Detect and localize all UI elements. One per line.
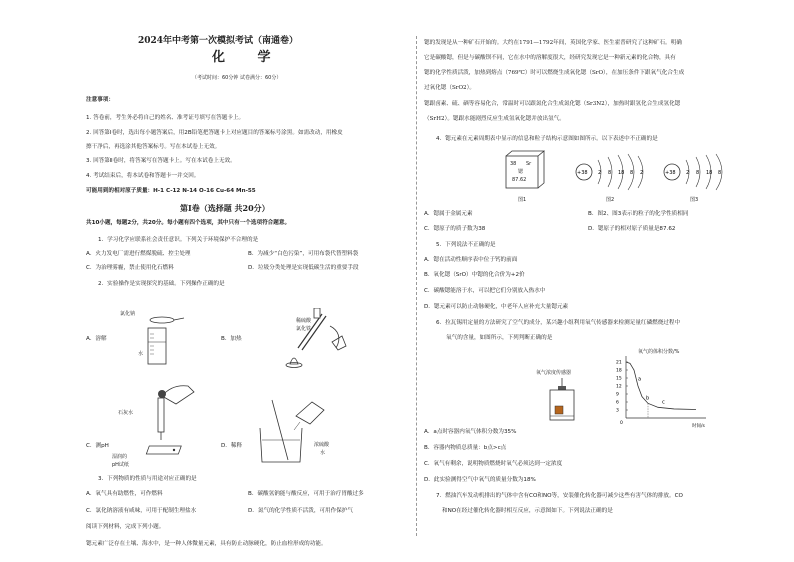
q3-option-d: D．氮气的化学性质不活泼，可用作保护气: [248, 508, 353, 514]
note-3: 3. 回答第Ⅱ卷时，将答案写在答题卡上。写在本试卷上无效。: [86, 158, 236, 164]
exam-info: （考试时间：60分钟 试卷满分：60分）: [192, 75, 282, 81]
q3-option-a: A．氧气具有助燃性，可作燃料: [86, 491, 163, 497]
q4-option-d: D．锶原子的相对原子质量是87.62: [588, 226, 676, 232]
atom-structure-fig3: [660, 152, 734, 194]
note-4: 4. 考试结束后，将本试卷和答题卡一并交回。: [86, 173, 200, 179]
origin-label: 0: [620, 421, 623, 426]
q1-option-d: D．垃圾分类处理是实现低碳生活的重要手段: [248, 265, 359, 271]
cell-mass: 87.62: [512, 177, 527, 183]
y-tick-label: 18: [616, 368, 622, 374]
cell-name: 锶: [518, 169, 524, 175]
q2-c-label2: 湿润的: [112, 454, 128, 460]
dilution-figure: [252, 398, 332, 464]
q7-stem-1: 7．燃油汽车发动机排出的气体中含有CO和NO等，安装催化转化器可减少这些有害气体的排放。CO: [436, 493, 683, 499]
reading-instruction: 阅读下列材料，完成下列小题。: [86, 524, 165, 530]
q4-option-c: C．锶原子的质子数为38: [424, 226, 486, 232]
material-line-2: 它是碳酸锶，但是与碳酸钡不同，它在水中的溶解度很大，经研究发现它是一种新元素的化合物，具有: [424, 55, 676, 61]
svg-text:8: 8: [718, 170, 722, 176]
cell-symbol: Sr: [526, 161, 532, 167]
note-2a: 2. 回答第Ⅰ卷时，选出每小题答案后，用2B铅笔把答题卡上对应题目的答案标号涂黑。如需改动，用橡皮: [86, 130, 343, 136]
y-tick-label: 9: [616, 392, 619, 398]
y-tick-label: 12: [616, 384, 622, 390]
q3-stem: 3．下列物质的性质与用途对应正确的是: [98, 476, 197, 482]
svg-text:+38: +38: [577, 170, 588, 176]
q3-option-b: B．碳酸氢钠能与酸反应，可用于治疗胃酸过多: [248, 491, 364, 497]
atomic-masses: 可能用到的相对原子质量：H-1 C-12 N-14 O-16 Cu-64 Mn-55: [86, 188, 256, 194]
subject-title: 化 学: [212, 50, 285, 65]
fig1-label: 图1: [518, 197, 527, 203]
q1-option-a: A．火力发电厂需进行燃煤脱硫、控尘处理: [86, 251, 191, 257]
heating-figure: [272, 308, 352, 370]
q5-option-d: D．锶元素可以防止动脉硬化，中老年人应补充大量锶元素: [424, 304, 569, 310]
note-1: 1. 答卷前，考生务必将自己的姓名、准考证号填写在答题卡上。: [86, 115, 245, 121]
q1-option-c: C．为治理雾霾，禁止使用化石燃料: [86, 265, 174, 271]
q2-a-label: 氯化钠: [120, 311, 136, 317]
oxygen-curve: [626, 362, 696, 409]
material-line-5: 锶跟卤素、硫、硒等容易化合，常温时可以跟氮化合生成氮化锶（Sr3N2），加热时跟氢化合生成氢化锶: [424, 101, 681, 107]
notes-heading: 注意事项：: [86, 97, 114, 103]
q2-c-label1: 石灰水: [118, 410, 134, 416]
material-line-3: 锶的化学性质活泼，加热到熔点（769℃）时可以燃烧生成氧化锶（SrO），在加压条件下跟氧气化合生成: [424, 70, 685, 76]
q2-stem: 2．实验操作是实现探究的基础。下列操作正确的是: [98, 281, 225, 287]
q4-option-a: A．锶属于金属元素: [424, 211, 473, 217]
y-tick-label: 21: [616, 360, 622, 366]
fig3-label: 图3: [690, 197, 699, 203]
column-divider: [416, 36, 417, 536]
point-a-label: a: [638, 376, 642, 383]
q2-option-d: D．稀释: [221, 443, 243, 449]
y-tick-label: 15: [616, 376, 622, 382]
svg-text:2: 2: [640, 170, 644, 176]
y-tick-label: 3: [616, 408, 619, 414]
x-axis-label: 时间/s: [692, 424, 705, 429]
svg-text:2: 2: [686, 170, 690, 176]
svg-text:+38: +38: [665, 170, 676, 176]
section-1-title: 第Ⅰ卷（选择题 共20分）: [180, 203, 270, 213]
svg-text:18: 18: [618, 170, 625, 176]
svg-text:8: 8: [608, 170, 612, 176]
q6-option-a: A．a点时容器内氧气体积分数为35%: [424, 429, 517, 435]
q2-option-b: B．加热: [221, 336, 242, 342]
q6-stem-1: 6．拉瓦锡用定量的方法研究了空气的成分，某兴趣小组利用氧气传感器来检测足量红磷燃烧过程中: [436, 320, 681, 326]
reading-material: 锶元素广泛存在土壤、海水中，是一种人体微量元素，具有防止动脉硬化，防止血栓形成的功能。: [86, 541, 327, 547]
svg-text:2: 2: [598, 170, 602, 176]
exam-title: 2024年中考第一次模拟考试（南通卷）: [138, 36, 299, 46]
y-tick-label: 6: [616, 400, 619, 406]
oxygen-sensor-apparatus: [542, 378, 582, 422]
q3-option-c: C．氯化钠溶液有咸味，可用于配制生理盐水: [86, 508, 197, 514]
q2-d-label1: 浓硫酸: [314, 442, 330, 448]
svg-text:8: 8: [696, 170, 700, 176]
material-line-6: （SrH2）。锶跟水能剧烈反应生成氢氧化锶并放出氢气。: [424, 116, 565, 122]
q1-stem: 1．学习化学应联系社会责任意识。下列关于环境保护不合理的是: [98, 237, 259, 243]
section-1-instructions: 共10小题，每题2分，共20分。每小题有四个选项，其中只有一个选项符合题意。: [86, 220, 291, 226]
fig2-label: 图2: [606, 197, 615, 203]
point-c-label: c: [662, 399, 665, 406]
oxygen-chart: [606, 352, 726, 430]
q5-option-c: C．碳酸锶能溶于水，可以把它们分别放入热水中: [424, 288, 546, 294]
sensor-label: 氧气浓度传感器: [536, 370, 572, 376]
svg-text:8: 8: [630, 170, 634, 176]
q2-d-label2: 水: [320, 450, 326, 456]
q4-option-b: B．图2、图3表示的粒子的化学性质相同: [588, 211, 689, 217]
chart-ylabel: 氧气的体积分数/%: [638, 349, 680, 355]
material-line-4: 过氧化锶（SrO2）。: [424, 85, 476, 91]
q4-stem: 4．锶元素在元素周期表中显示的信息和粒子结构示意图如图所示。以下表述中不正确的是: [436, 136, 658, 142]
q5-option-b: B．氧化锶（SrO）中锶的化合价为+2价: [424, 272, 525, 278]
q2-c-label3: pH试纸: [112, 462, 129, 468]
q2-option-c: C．测pH: [86, 443, 109, 449]
q1-option-b: B．为减少“白色污染”，可用布袋代替塑料袋: [248, 251, 359, 257]
point-b-label: b: [646, 395, 650, 402]
q2-b-label1: 稀硫酸: [296, 318, 312, 324]
note-2b: 擦干净后，再选涂其他答案标号。写在本试卷上无效。: [86, 144, 221, 150]
ph-test-figure: [132, 378, 212, 458]
dissolving-figure: [132, 314, 192, 366]
q5-stem: 5．下列说法不正确的是: [436, 242, 496, 248]
q2-option-a: A．溶解: [86, 336, 107, 342]
q5-option-a: A．锶在活动性顺序表中位于钙的前面: [424, 257, 518, 263]
material-line-1: 锶的发现是从一种矿石开始的。大约在1791—1792年间，英国化学家、医生霍普研究了这种矿石。明确: [424, 40, 682, 46]
cell-atomic-number: 38: [510, 161, 517, 167]
q7-stem-2: 和NO在经过催化转化器时相互反应，示意图如下。下列说法正确的是: [442, 508, 613, 514]
q6-option-d: D．此实验测得空气中氧气的质量分数为18%: [424, 477, 536, 483]
q6-option-b: B．容器内物质总质量：b点>c点: [424, 445, 507, 451]
atom-structure-fig2: [572, 152, 652, 194]
q6-option-c: C．氧气有剩余，说明物质燃烧时氧气必须达到一定浓度: [424, 461, 563, 467]
q2-a-water: 水: [138, 351, 144, 357]
svg-text:18: 18: [706, 170, 713, 176]
q2-b-label2: 氯化铁: [296, 326, 312, 332]
q6-stem-2: 氧气的含量，如图所示，下列判断正确的是: [446, 335, 553, 341]
